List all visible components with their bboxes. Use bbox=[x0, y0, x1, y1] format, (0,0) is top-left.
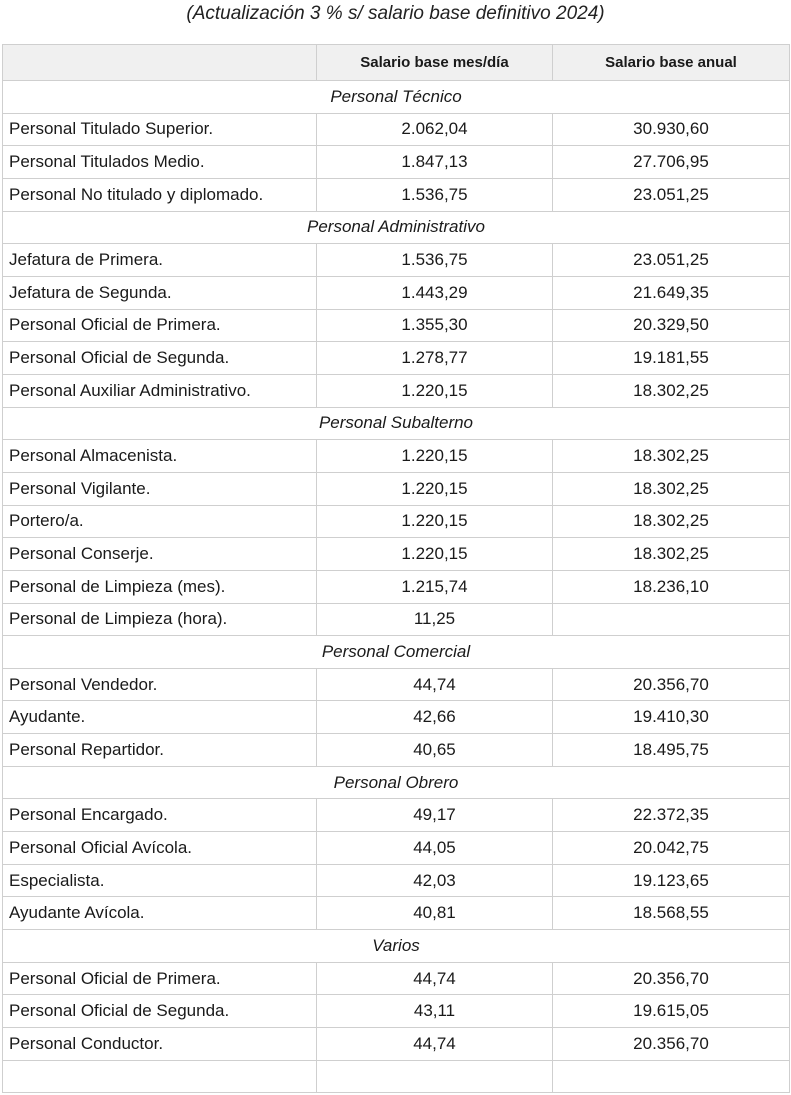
annual-salary-cell bbox=[553, 1060, 790, 1093]
annual-salary-cell: 30.930,60 bbox=[553, 113, 790, 146]
annual-salary-cell: 20.356,70 bbox=[553, 962, 790, 995]
table-row bbox=[3, 962, 790, 995]
section-row bbox=[3, 407, 790, 440]
monthly-daily-salary-cell: 49,17 bbox=[317, 799, 553, 832]
job-category-cell: Especialista. bbox=[3, 864, 317, 897]
monthly-daily-salary-cell: 42,66 bbox=[317, 701, 553, 734]
annual-salary-cell: 23.051,25 bbox=[553, 178, 790, 211]
job-category-cell: Ayudante. bbox=[3, 701, 317, 734]
table-row bbox=[3, 440, 790, 473]
job-category-cell: Personal de Limpieza (hora). bbox=[3, 603, 317, 636]
table-row bbox=[3, 832, 790, 865]
job-category-cell: Jefatura de Segunda. bbox=[3, 276, 317, 309]
table-row bbox=[3, 309, 790, 342]
annual-salary-cell: 18.302,25 bbox=[553, 472, 790, 505]
annual-salary-cell: 18.236,10 bbox=[553, 570, 790, 603]
annual-salary-cell: 19.181,55 bbox=[553, 342, 790, 375]
annual-salary-cell: 21.649,35 bbox=[553, 276, 790, 309]
job-category-cell: Personal Oficial de Primera. bbox=[3, 962, 317, 995]
header-row bbox=[3, 45, 790, 81]
monthly-daily-salary-cell: 1.847,13 bbox=[317, 146, 553, 179]
monthly-daily-salary-cell: 2.062,04 bbox=[317, 113, 553, 146]
job-category-cell: Personal Almacenista. bbox=[3, 440, 317, 473]
monthly-daily-salary-cell: 1.443,29 bbox=[317, 276, 553, 309]
job-category-cell: Personal Vendedor. bbox=[3, 668, 317, 701]
job-category-cell: Personal Repartidor. bbox=[3, 734, 317, 767]
table-row bbox=[3, 276, 790, 309]
monthly-daily-salary-cell: 1.220,15 bbox=[317, 374, 553, 407]
monthly-daily-salary-cell: 40,81 bbox=[317, 897, 553, 930]
monthly-daily-salary-cell: 44,74 bbox=[317, 1028, 553, 1061]
annual-salary-cell: 18.302,25 bbox=[553, 505, 790, 538]
annual-salary-cell: 18.302,25 bbox=[553, 440, 790, 473]
job-category-cell: Personal Conserje. bbox=[3, 538, 317, 571]
monthly-daily-salary-cell: 11,25 bbox=[317, 603, 553, 636]
monthly-daily-salary-cell: 44,74 bbox=[317, 668, 553, 701]
job-category-cell: Personal Auxiliar Administrativo. bbox=[3, 374, 317, 407]
job-category-cell: Portero/a. bbox=[3, 505, 317, 538]
table-caption: (Actualización 3 % s/ salario base definitivo 2024) bbox=[186, 3, 605, 24]
table-row bbox=[3, 538, 790, 571]
table-row bbox=[3, 995, 790, 1028]
table-row bbox=[3, 472, 790, 505]
annual-salary-cell: 18.568,55 bbox=[553, 897, 790, 930]
section-row bbox=[3, 81, 790, 114]
monthly-daily-salary-cell: 44,74 bbox=[317, 962, 553, 995]
table-row bbox=[3, 146, 790, 179]
monthly-daily-salary-cell: 1.536,75 bbox=[317, 244, 553, 277]
annual-salary-cell bbox=[553, 603, 790, 636]
header-annual-salary: Salario base anual bbox=[553, 45, 790, 81]
monthly-daily-salary-cell: 43,11 bbox=[317, 995, 553, 1028]
annual-salary-cell: 20.356,70 bbox=[553, 1028, 790, 1061]
header-category bbox=[3, 45, 317, 81]
table-row bbox=[3, 342, 790, 375]
section-heading: Varios bbox=[3, 930, 790, 963]
table-row bbox=[3, 701, 790, 734]
table-row bbox=[3, 374, 790, 407]
annual-salary-cell: 20.042,75 bbox=[553, 832, 790, 865]
table-row bbox=[3, 864, 790, 897]
table-row bbox=[3, 1028, 790, 1061]
section-heading: Personal Subalterno bbox=[3, 407, 790, 440]
annual-salary-cell: 22.372,35 bbox=[553, 799, 790, 832]
table-row bbox=[3, 603, 790, 636]
job-category-cell bbox=[3, 1060, 317, 1093]
annual-salary-cell: 23.051,25 bbox=[553, 244, 790, 277]
annual-salary-cell: 18.495,75 bbox=[553, 734, 790, 767]
monthly-daily-salary-cell: 40,65 bbox=[317, 734, 553, 767]
monthly-daily-salary-cell: 1.220,15 bbox=[317, 538, 553, 571]
salary-table bbox=[2, 44, 790, 1093]
table-row bbox=[3, 1060, 790, 1093]
section-heading: Personal Comercial bbox=[3, 636, 790, 669]
monthly-daily-salary-cell bbox=[317, 1060, 553, 1093]
table-row bbox=[3, 734, 790, 767]
monthly-daily-salary-cell: 1.278,77 bbox=[317, 342, 553, 375]
job-category-cell: Personal Oficial Avícola. bbox=[3, 832, 317, 865]
job-category-cell: Personal Encargado. bbox=[3, 799, 317, 832]
table-row bbox=[3, 799, 790, 832]
job-category-cell: Personal de Limpieza (mes). bbox=[3, 570, 317, 603]
table-body bbox=[3, 81, 790, 1093]
table-row bbox=[3, 113, 790, 146]
annual-salary-cell: 19.123,65 bbox=[553, 864, 790, 897]
job-category-cell: Ayudante Avícola. bbox=[3, 897, 317, 930]
annual-salary-cell: 20.356,70 bbox=[553, 668, 790, 701]
monthly-daily-salary-cell: 1.220,15 bbox=[317, 440, 553, 473]
monthly-daily-salary-cell: 44,05 bbox=[317, 832, 553, 865]
monthly-daily-salary-cell: 1.220,15 bbox=[317, 505, 553, 538]
job-category-cell: Personal Conductor. bbox=[3, 1028, 317, 1061]
job-category-cell: Personal Titulado Superior. bbox=[3, 113, 317, 146]
section-heading: Personal Técnico bbox=[3, 81, 790, 114]
job-category-cell: Personal Oficial de Segunda. bbox=[3, 995, 317, 1028]
monthly-daily-salary-cell: 1.355,30 bbox=[317, 309, 553, 342]
section-row bbox=[3, 211, 790, 244]
header-monthly-daily-salary: Salario base mes/día bbox=[317, 45, 553, 81]
job-category-cell: Personal No titulado y diplomado. bbox=[3, 178, 317, 211]
annual-salary-cell: 18.302,25 bbox=[553, 374, 790, 407]
annual-salary-cell: 19.615,05 bbox=[553, 995, 790, 1028]
monthly-daily-salary-cell: 1.215,74 bbox=[317, 570, 553, 603]
annual-salary-cell: 19.410,30 bbox=[553, 701, 790, 734]
section-heading: Personal Administrativo bbox=[3, 211, 790, 244]
table-row bbox=[3, 570, 790, 603]
job-category-cell: Jefatura de Primera. bbox=[3, 244, 317, 277]
monthly-daily-salary-cell: 1.220,15 bbox=[317, 472, 553, 505]
monthly-daily-salary-cell: 42,03 bbox=[317, 864, 553, 897]
monthly-daily-salary-cell: 1.536,75 bbox=[317, 178, 553, 211]
table-row bbox=[3, 668, 790, 701]
job-category-cell: Personal Vigilante. bbox=[3, 472, 317, 505]
annual-salary-cell: 18.302,25 bbox=[553, 538, 790, 571]
job-category-cell: Personal Oficial de Primera. bbox=[3, 309, 317, 342]
annual-salary-cell: 27.706,95 bbox=[553, 146, 790, 179]
section-row bbox=[3, 930, 790, 963]
section-row bbox=[3, 766, 790, 799]
table-row bbox=[3, 897, 790, 930]
section-row bbox=[3, 636, 790, 669]
annual-salary-cell: 20.329,50 bbox=[553, 309, 790, 342]
table-row bbox=[3, 178, 790, 211]
job-category-cell: Personal Titulados Medio. bbox=[3, 146, 317, 179]
job-category-cell: Personal Oficial de Segunda. bbox=[3, 342, 317, 375]
section-heading: Personal Obrero bbox=[3, 766, 790, 799]
table-row bbox=[3, 505, 790, 538]
table-row bbox=[3, 244, 790, 277]
